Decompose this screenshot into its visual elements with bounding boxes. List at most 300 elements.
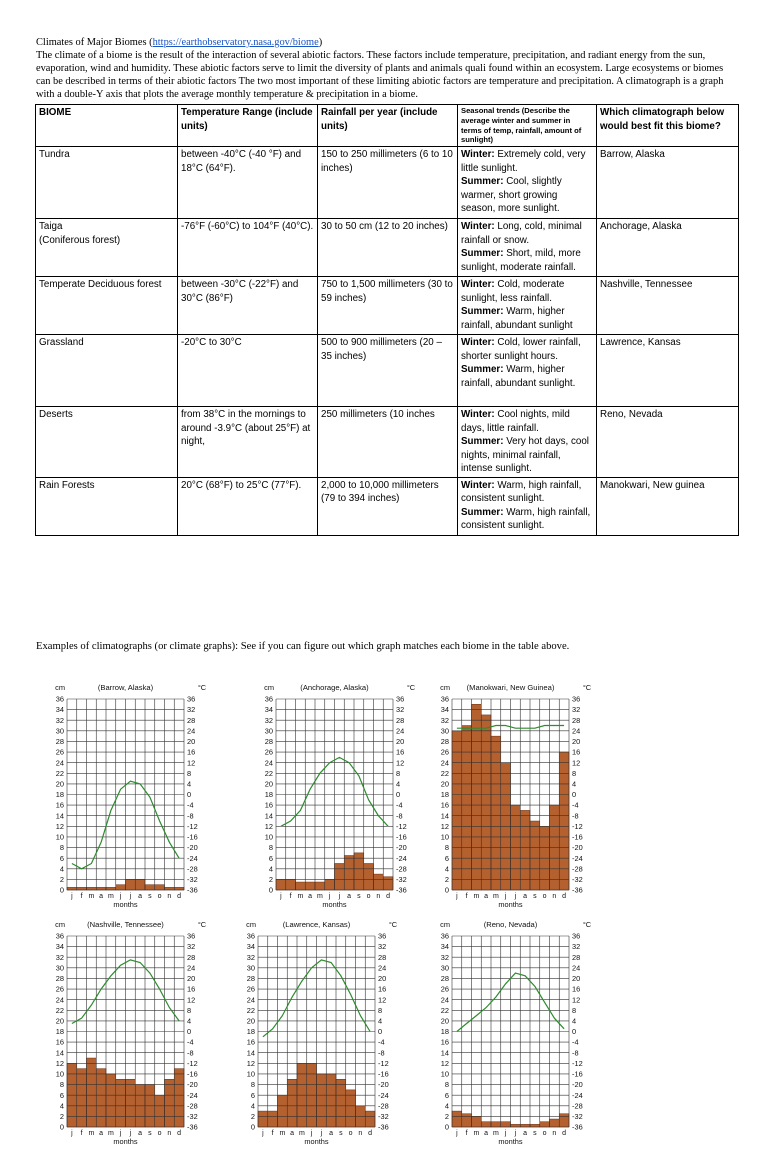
month-label: j — [504, 1130, 507, 1137]
cm-tick-label: 6 — [268, 853, 273, 863]
cm-tick-label: 6 — [444, 853, 449, 863]
cm-tick-label: 26 — [55, 984, 64, 994]
cm-tick-label: 24 — [440, 995, 449, 1005]
c-tick-label: -12 — [187, 821, 198, 831]
winter-label: Winter: — [461, 221, 495, 233]
cm-tick-label: 36 — [55, 931, 64, 941]
month-label: s — [533, 893, 537, 900]
precip-bar — [559, 752, 569, 890]
climatograph — [244, 683, 427, 913]
left-unit-label: cm — [55, 920, 65, 929]
cm-tick-label: 14 — [440, 811, 449, 821]
precip-bar — [96, 1069, 106, 1127]
c-tick-label: -4 — [396, 800, 403, 810]
cm-tick-label: 18 — [55, 790, 64, 800]
precip-bar — [326, 1074, 336, 1127]
cm-tick-label: 22 — [440, 1005, 449, 1015]
table-row — [36, 477, 739, 535]
precip-bar — [165, 887, 175, 890]
c-tick-label: 4 — [572, 1016, 577, 1026]
cm-tick-label: 14 — [55, 1048, 64, 1058]
cm-tick-label: 0 — [268, 885, 273, 895]
month-label: m — [297, 893, 304, 900]
c-tick-label: 28 — [378, 952, 387, 962]
summer-label: Summer: — [461, 436, 504, 448]
precip-bar — [96, 887, 106, 890]
cm-tick-label: 12 — [440, 821, 449, 831]
month-label: m — [298, 1130, 305, 1137]
cm-tick-label: 10 — [440, 1069, 449, 1079]
c-tick-label: 16 — [187, 984, 196, 994]
c-tick-label: 12 — [396, 758, 405, 768]
chart-title: (Manokwari, New Guinea) — [466, 683, 555, 692]
cell-biome: Tundra — [36, 147, 178, 219]
precip-bar — [278, 1095, 288, 1127]
c-tick-label: 36 — [572, 694, 581, 704]
month-label: m — [473, 1130, 480, 1137]
climatograph-svg — [420, 920, 603, 1150]
cell-rainfall: 150 to 250 millimeters (6 to 10 inches) — [318, 147, 458, 219]
cm-tick-label: 18 — [55, 1027, 64, 1037]
precip-bar — [530, 1124, 540, 1127]
cell-biome: Grassland — [36, 335, 178, 407]
c-tick-label: 20 — [187, 974, 196, 984]
cm-tick-label: 32 — [440, 715, 449, 725]
month-label: a — [308, 893, 313, 900]
winter-label: Winter: — [461, 337, 495, 349]
precip-bar — [77, 1069, 87, 1127]
cm-tick-label: 30 — [440, 726, 449, 736]
cm-tick-label: 6 — [59, 853, 64, 863]
c-tick-label: -32 — [187, 1111, 198, 1121]
c-tick-label: -16 — [187, 832, 198, 842]
precip-bar — [276, 879, 286, 890]
climatograph — [420, 683, 603, 913]
c-tick-label: -16 — [572, 832, 583, 842]
cm-tick-label: 0 — [59, 885, 64, 895]
c-tick-label: -20 — [572, 843, 583, 853]
cm-tick-label: 18 — [440, 1027, 449, 1037]
precip-bar — [155, 1095, 165, 1127]
cm-tick-label: 34 — [55, 942, 64, 952]
cm-tick-label: 32 — [55, 715, 64, 725]
right-unit-label: °C — [582, 683, 592, 692]
month-label: a — [523, 1130, 528, 1137]
cm-tick-label: 4 — [268, 864, 273, 874]
table-row — [36, 277, 739, 335]
c-tick-label: 0 — [187, 790, 192, 800]
precip-bar — [67, 887, 77, 890]
cm-tick-label: 10 — [55, 1069, 64, 1079]
climatograph — [35, 920, 218, 1150]
month-label: s — [148, 893, 152, 900]
cm-tick-label: 30 — [55, 963, 64, 973]
c-tick-label: 36 — [378, 931, 387, 941]
cm-tick-label: 34 — [440, 705, 449, 715]
c-tick-label: -4 — [378, 1037, 385, 1047]
precip-bar — [126, 1079, 136, 1127]
cm-tick-label: 22 — [264, 768, 273, 778]
climatograph-svg — [35, 683, 218, 913]
c-tick-label: -8 — [187, 811, 194, 821]
climatograph-svg — [226, 920, 409, 1150]
precip-bar — [540, 1122, 550, 1127]
cm-tick-label: 30 — [55, 726, 64, 736]
chart-title: (Reno, Nevada) — [483, 920, 538, 929]
c-tick-label: -8 — [396, 811, 403, 821]
month-label: a — [329, 1130, 334, 1137]
cell-biome: Temperate Deciduous forest — [36, 277, 178, 335]
cell-seasonal-trends — [458, 407, 597, 478]
month-label: m — [492, 1130, 499, 1137]
climatograph — [35, 683, 218, 913]
left-unit-label: cm — [264, 683, 274, 692]
table-row — [36, 407, 739, 478]
cm-tick-label: 8 — [59, 1080, 64, 1090]
climatograph-svg — [244, 683, 427, 913]
month-label: o — [542, 1130, 547, 1137]
cm-tick-label: 18 — [264, 790, 273, 800]
cm-tick-label: 8 — [250, 1080, 255, 1090]
c-tick-label: -28 — [378, 1101, 389, 1111]
c-tick-label: -12 — [572, 821, 583, 831]
c-tick-label: -24 — [187, 853, 198, 863]
c-tick-label: -32 — [378, 1111, 389, 1121]
c-tick-label: -32 — [187, 874, 198, 884]
month-label: m — [492, 893, 499, 900]
month-label: m — [88, 893, 95, 900]
precip-bar — [365, 1111, 375, 1127]
cm-tick-label: 10 — [246, 1069, 255, 1079]
month-label: f — [271, 1130, 274, 1137]
header-rainfall: Rainfall per year (include units) — [318, 105, 458, 147]
cm-tick-label: 16 — [55, 1037, 64, 1047]
month-label: j — [262, 1130, 264, 1137]
precip-bar — [336, 1079, 346, 1127]
month-label: a — [347, 893, 352, 900]
c-tick-label: 36 — [187, 694, 196, 704]
header-biome: BIOME — [36, 105, 178, 147]
month-label: n — [552, 893, 557, 900]
x-axis-label: months — [322, 900, 347, 909]
summer-label: Summer: — [461, 364, 504, 376]
cm-tick-label: 28 — [55, 974, 64, 984]
cm-tick-label: 4 — [250, 1101, 255, 1111]
precip-bar — [511, 1124, 521, 1127]
cm-tick-label: 30 — [440, 963, 449, 973]
c-tick-label: 32 — [187, 942, 196, 952]
c-tick-label: 4 — [187, 1016, 192, 1026]
cell-rainfall: 750 to 1,500 millimeters (30 to 59 inches) — [318, 277, 458, 335]
month-label: s — [339, 1130, 343, 1137]
summer-text: Warm, high rainfall, consistent sunlight. — [461, 506, 591, 532]
right-unit-label: °C — [388, 920, 398, 929]
cm-tick-label: 30 — [246, 963, 255, 973]
cm-tick-label: 24 — [55, 758, 64, 768]
c-tick-label: 16 — [396, 747, 405, 757]
month-label: n — [376, 893, 381, 900]
c-tick-label: 24 — [187, 726, 196, 736]
cm-tick-label: 20 — [440, 1016, 449, 1026]
x-axis-label: months — [304, 1137, 329, 1146]
cm-tick-label: 32 — [264, 715, 273, 725]
cm-tick-label: 12 — [264, 821, 273, 831]
month-label: f — [465, 893, 468, 900]
c-tick-label: -16 — [378, 1069, 389, 1079]
cell-seasonal-trends — [458, 219, 597, 277]
c-tick-label: 36 — [572, 931, 581, 941]
winter-label: Winter: — [461, 279, 495, 291]
c-tick-label: -36 — [396, 885, 407, 895]
header-seasonal-trends: Seasonal trends (Describe the average winter and summer in terms of temp, rainfall, amount of sunlight) — [458, 105, 597, 147]
cm-tick-label: 34 — [55, 705, 64, 715]
cm-tick-label: 2 — [268, 874, 273, 884]
month-label: o — [157, 1130, 162, 1137]
c-tick-label: 16 — [572, 984, 581, 994]
table-header-row — [36, 105, 739, 147]
precip-bar — [165, 1079, 175, 1127]
cm-tick-label: 14 — [264, 811, 273, 821]
cm-tick-label: 2 — [59, 874, 64, 884]
c-tick-label: 28 — [187, 715, 196, 725]
c-tick-label: 4 — [187, 779, 192, 789]
cell-biome: Deserts — [36, 407, 178, 478]
c-tick-label: -28 — [187, 864, 198, 874]
month-label: f — [465, 1130, 468, 1137]
month-label: j — [504, 893, 507, 900]
c-tick-label: -20 — [378, 1080, 389, 1090]
c-tick-label: 8 — [187, 1005, 192, 1015]
summer-text: Cool, slightly warmer, short growing season, more sunlight. — [461, 176, 562, 215]
cm-tick-label: 12 — [55, 1058, 64, 1068]
c-tick-label: 28 — [572, 952, 581, 962]
cm-tick-label: 10 — [55, 832, 64, 842]
cm-tick-label: 10 — [440, 832, 449, 842]
winter-text: Warm, high rainfall, consistent sunlight. — [461, 479, 582, 505]
c-tick-label: -8 — [187, 1048, 194, 1058]
cm-tick-label: 0 — [250, 1122, 255, 1132]
cm-tick-label: 12 — [246, 1058, 255, 1068]
c-tick-label: -20 — [396, 843, 407, 853]
c-tick-label: 28 — [396, 715, 405, 725]
cm-tick-label: 12 — [55, 821, 64, 831]
month-label: j — [456, 1130, 458, 1137]
precip-bar — [501, 1122, 511, 1127]
right-unit-label: °C — [197, 920, 207, 929]
precip-bar — [77, 887, 87, 890]
precip-bar — [550, 1119, 560, 1127]
c-tick-label: -4 — [572, 800, 579, 810]
c-tick-label: -36 — [572, 1122, 583, 1132]
cm-tick-label: 10 — [264, 832, 273, 842]
cm-tick-label: 22 — [246, 1005, 255, 1015]
precip-bar — [135, 879, 145, 890]
c-tick-label: 0 — [572, 1027, 577, 1037]
cm-tick-label: 36 — [440, 931, 449, 941]
c-tick-label: -32 — [572, 1111, 583, 1121]
cm-tick-label: 20 — [264, 779, 273, 789]
cm-tick-label: 8 — [59, 843, 64, 853]
cm-tick-label: 2 — [59, 1111, 64, 1121]
summer-text: Very hot days, cool nights, minimal rainfall, intense sunlight. — [461, 436, 589, 475]
precip-bar — [374, 874, 384, 890]
precip-bar — [296, 882, 306, 890]
c-tick-label: -8 — [572, 1048, 579, 1058]
month-label: m — [107, 1130, 114, 1137]
intro-body: The climate of a biome is the result of the interaction of several abiotic factors. These factors include temperature, precipitation, and radiant energy from the sun, evaporation, wind and humidity. These abiotic factors serve to limit the diversity of plants and animals quali found within an ecosystem. Large ecosystems or biomes can be described in terms of their abiotic factors The two most important of these limiting abiotic factors are temperature and precipitation. A climatograph is a graph with a double-Y axis that plots the average monthly temperature & precipitation in a biome. — [36, 50, 724, 101]
cm-tick-label: 16 — [264, 800, 273, 810]
precip-bar — [452, 731, 462, 890]
cm-tick-label: 22 — [55, 1005, 64, 1015]
c-tick-label: -28 — [572, 1101, 583, 1111]
precip-bar — [491, 1122, 501, 1127]
cm-tick-label: 8 — [268, 843, 273, 853]
x-axis-label: months — [113, 1137, 138, 1146]
c-tick-label: 20 — [378, 974, 387, 984]
precip-bar — [116, 885, 126, 890]
c-tick-label: 8 — [572, 1005, 577, 1015]
c-tick-label: 0 — [187, 1027, 192, 1037]
winter-text: Cool nights, mild days, little rainfall. — [461, 409, 570, 434]
month-label: j — [129, 893, 132, 900]
winter-text: Long, cold, minimal rainfall or snow. — [461, 221, 582, 246]
precip-bar — [491, 736, 501, 890]
cell-seasonal-trends — [458, 277, 597, 335]
precip-bar — [287, 1079, 297, 1127]
month-label: n — [552, 1130, 557, 1137]
precip-bar — [335, 863, 345, 890]
biome-link[interactable]: https://earthobservatory.nasa.gov/biome — [152, 37, 319, 48]
cm-tick-label: 36 — [264, 694, 273, 704]
month-label: j — [456, 893, 458, 900]
chart-title: (Anchorage, Alaska) — [300, 683, 369, 692]
month-label: j — [320, 1130, 323, 1137]
climatograph-svg — [35, 920, 218, 1150]
month-label: d — [386, 893, 391, 900]
c-tick-label: 8 — [187, 768, 192, 778]
precip-bar — [559, 1114, 569, 1127]
cm-tick-label: 18 — [440, 790, 449, 800]
cm-tick-label: 12 — [440, 1058, 449, 1068]
precip-bar — [317, 1074, 327, 1127]
month-label: o — [348, 1130, 353, 1137]
cm-tick-label: 0 — [59, 1122, 64, 1132]
c-tick-label: 12 — [572, 995, 581, 1005]
month-label: a — [99, 1130, 104, 1137]
c-tick-label: -20 — [187, 1080, 198, 1090]
c-tick-label: -24 — [396, 853, 407, 863]
cm-tick-label: 4 — [444, 1101, 449, 1111]
precip-bar — [126, 879, 136, 890]
cm-tick-label: 32 — [440, 952, 449, 962]
cell-seasonal-trends — [458, 335, 597, 407]
cm-tick-label: 32 — [246, 952, 255, 962]
cm-tick-label: 4 — [59, 1101, 64, 1111]
c-tick-label: -36 — [378, 1122, 389, 1132]
c-tick-label: 12 — [187, 995, 196, 1005]
month-label: n — [358, 1130, 363, 1137]
cm-tick-label: 2 — [444, 874, 449, 884]
month-label: n — [167, 893, 172, 900]
cell-temperature: from 38°C in the mornings to around -3.9°C (about 25°F) at night, — [178, 407, 318, 478]
c-tick-label: 32 — [572, 705, 581, 715]
x-axis-label: months — [113, 900, 138, 909]
month-label: m — [107, 893, 114, 900]
cm-tick-label: 36 — [440, 694, 449, 704]
left-unit-label: cm — [246, 920, 256, 929]
cell-temperature: between -30°C (-22°F) and 30°C (86°F) — [178, 277, 318, 335]
cm-tick-label: 28 — [264, 737, 273, 747]
precip-bar — [155, 885, 165, 890]
winter-label: Winter: — [461, 479, 495, 491]
cm-tick-label: 28 — [440, 974, 449, 984]
cm-tick-label: 24 — [55, 995, 64, 1005]
c-tick-label: 8 — [572, 768, 577, 778]
cm-tick-label: 30 — [264, 726, 273, 736]
month-label: d — [562, 893, 567, 900]
c-tick-label: -32 — [396, 874, 407, 884]
c-tick-label: 20 — [396, 737, 405, 747]
cm-tick-label: 36 — [246, 931, 255, 941]
c-tick-label: 20 — [572, 737, 581, 747]
month-label: f — [80, 893, 83, 900]
precip-bar — [481, 1122, 491, 1127]
cm-tick-label: 16 — [55, 800, 64, 810]
right-unit-label: °C — [406, 683, 416, 692]
cm-tick-label: 24 — [264, 758, 273, 768]
cm-tick-label: 20 — [55, 779, 64, 789]
c-tick-label: 36 — [187, 931, 196, 941]
summer-text: Warm, higher rainfall, abundant sunlight. — [461, 364, 576, 389]
c-tick-label: -28 — [396, 864, 407, 874]
month-label: j — [119, 893, 122, 900]
c-tick-label: -12 — [187, 1058, 198, 1068]
precip-bar — [315, 882, 325, 890]
c-tick-label: 12 — [572, 758, 581, 768]
winter-text: Extremely cold, very little sunlight. — [461, 149, 586, 174]
cm-tick-label: 22 — [440, 768, 449, 778]
c-tick-label: -20 — [572, 1080, 583, 1090]
c-tick-label: -36 — [187, 885, 198, 895]
right-unit-label: °C — [582, 920, 592, 929]
month-label: j — [514, 1130, 517, 1137]
c-tick-label: 16 — [572, 747, 581, 757]
c-tick-label: 24 — [187, 963, 196, 973]
cm-tick-label: 26 — [440, 984, 449, 994]
precip-bar — [174, 887, 184, 890]
c-tick-label: -4 — [187, 800, 194, 810]
cm-tick-label: 4 — [59, 864, 64, 874]
table-row — [36, 147, 739, 219]
x-axis-label: months — [498, 900, 523, 909]
intro-paragraph — [36, 36, 736, 101]
summer-text: Warm, higher rainfall, abundant sunlight — [461, 306, 573, 331]
winter-label: Winter: — [461, 409, 495, 421]
c-tick-label: 20 — [187, 737, 196, 747]
month-label: f — [289, 893, 292, 900]
precip-bar — [305, 882, 315, 890]
cm-tick-label: 8 — [444, 843, 449, 853]
header-temperature: Temperature Range (include units) — [178, 105, 318, 147]
cell-biome: Taiga (Coniferous forest) — [36, 219, 178, 277]
climatograph-svg — [420, 683, 603, 913]
month-label: n — [167, 1130, 172, 1137]
month-label: m — [88, 1130, 95, 1137]
x-axis-label: months — [498, 1137, 523, 1146]
cm-tick-label: 6 — [250, 1090, 255, 1100]
precip-bar — [268, 1111, 278, 1127]
precip-bar — [174, 1069, 184, 1127]
